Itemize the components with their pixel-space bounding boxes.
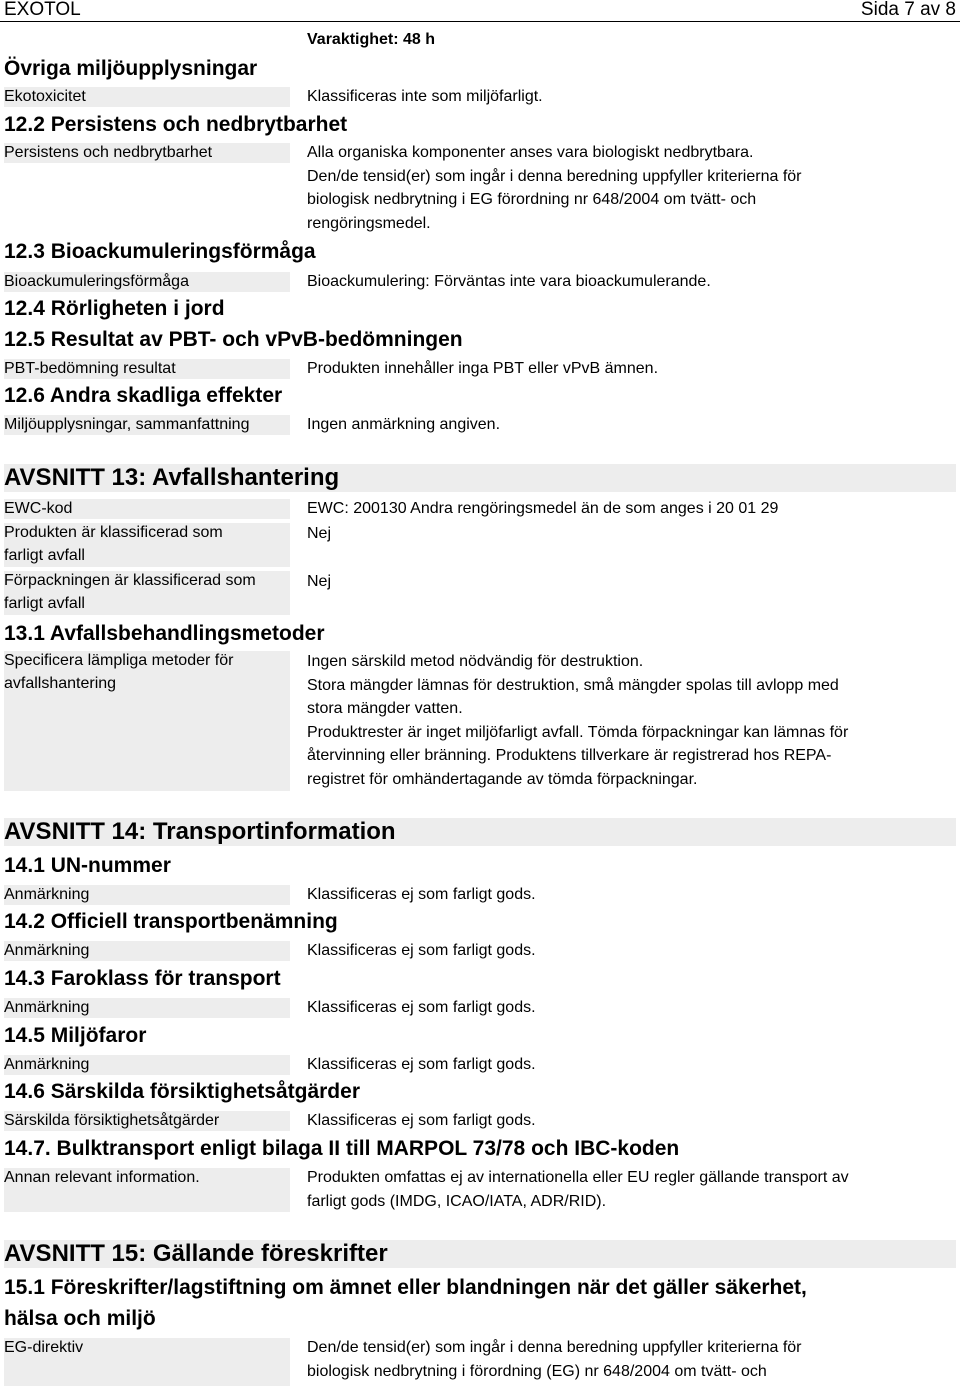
pbt-label: PBT-bedömning resultat [4, 359, 290, 379]
shipping-name-heading: 14.2 Officiell transportbenämning [4, 910, 338, 933]
ecotox-label: Ekotoxicitet [4, 87, 290, 107]
un-number-label: Anmärkning [4, 885, 290, 905]
special-precautions-value: Klassificeras ej som farligt gods. [307, 1112, 536, 1129]
env-hazards-label: Anmärkning [4, 1055, 290, 1075]
un-number-heading: 14.1 UN-nummer [4, 854, 171, 877]
bulk-transport-heading: 14.7. Bulktransport enligt bilaga II till MARPOL 73/78 och IBC-koden [4, 1137, 680, 1160]
section-15-heading: AVSNITT 15: Gällande föreskrifter [4, 1240, 956, 1268]
pbt-heading: 12.5 Resultat av PBT- och vPvB-bedömningen [4, 328, 463, 351]
product-hazwaste-label: Produkten är klassificerad som farligt avfall [4, 523, 290, 567]
eg-directive-label: EG-direktiv [4, 1338, 290, 1386]
section-13-heading: AVSNITT 13: Avfallshantering [4, 464, 956, 492]
hazard-class-heading: 14.3 Faroklass för transport [4, 967, 281, 990]
waste-methods-label: Specificera lämpliga metoder för avfallshantering [4, 651, 290, 791]
env-summary-label: Miljöupplysningar, sammanfattning [4, 415, 290, 435]
hazard-class-label: Anmärkning [4, 998, 290, 1018]
section-14-heading: AVSNITT 14: Transportinformation [4, 818, 956, 846]
header-divider [0, 21, 960, 22]
soil-mobility-heading: 12.4 Rörligheten i jord [4, 297, 225, 320]
duration-text: Varaktighet: 48 h [307, 31, 436, 48]
page-number: Sida 7 av 8 [860, 0, 956, 20]
special-precautions-label: Särskilda försiktighetsåtgärder [4, 1111, 290, 1131]
other-info-label: Annan relevant information. [4, 1168, 290, 1212]
package-hazwaste-label: Förpackningen är klassificerad som farligt avfall [4, 571, 290, 615]
other-effects-heading: 12.6 Andra skadliga effekter [4, 384, 283, 407]
bioaccumulation-heading: 12.3 Bioackumuleringsförmåga [4, 240, 316, 263]
waste-methods-heading: 13.1 Avfallsbehandlingsmetoder [4, 622, 325, 645]
un-number-value: Klassificeras ej som farligt gods. [307, 886, 536, 903]
regulations-heading-line2: hälsa och miljö [4, 1307, 156, 1330]
regulations-heading-line1: 15.1 Föreskrifter/lagstiftning om ämnet eller blandningen när det gäller säkerhet, [4, 1276, 807, 1299]
company-name: EXOTOL [4, 0, 81, 20]
persistence-heading: 12.2 Persistens och nedbrytbarhet [4, 113, 348, 136]
env-summary-value: Ingen anmärkning angiven. [307, 416, 501, 433]
persistence-label: Persistens och nedbrytbarhet [4, 143, 290, 163]
hazard-class-value: Klassificeras ej som farligt gods. [307, 999, 536, 1016]
ecotox-value: Klassificeras inte som miljöfarligt. [307, 88, 543, 105]
ewc-label: EWC-kod [4, 499, 290, 519]
env-hazards-heading: 14.5 Miljöfaror [4, 1024, 147, 1047]
special-precautions-heading: 14.6 Särskilda försiktighetsåtgärder [4, 1080, 360, 1103]
bioaccumulation-value: Bioackumulering: Förväntas inte vara bioackumulerande. [307, 273, 711, 290]
waste-methods-value: Ingen särskild metod nödvändig för destruktion. Stora mängder lämnas för destruktion, små mängder spolas till avlopp med stora mängder vatten. Produktrester är inget miljöfarligt avfall. Tömda förpackningar kan lämnas för återvinning eller bränning. Produktens tillverkare är registrerad hos REPA- registret för omhändertagande av tömda förpackningar. [307, 653, 849, 788]
ewc-value: EWC: 200130 Andra rengöringsmedel än de som anges i 20 01 29 [307, 500, 779, 517]
other-env-heading: Övriga miljöupplysningar [4, 57, 258, 80]
product-hazwaste-value: Nej [307, 525, 332, 542]
pbt-value: Produkten innehåller inga PBT eller vPvB ämnen. [307, 360, 659, 377]
env-hazards-value: Klassificeras ej som farligt gods. [307, 1056, 536, 1073]
eg-directive-value: Den/de tensid(er) som ingår i denna beredning uppfyller kriterierna för biologisk nedbrytning i förordning (EG) nr 648/2004 om tvätt- och [307, 1339, 802, 1380]
bioaccumulation-label: Bioackumuleringsförmåga [4, 272, 290, 292]
other-info-value: Produkten omfattas ej av internationella eller EU regler gällande transport av farligt gods (IMDG, ICAO/IATA, ADR/RID). [307, 1169, 849, 1210]
shipping-name-label: Anmärkning [4, 941, 290, 961]
shipping-name-value: Klassificeras ej som farligt gods. [307, 942, 536, 959]
package-hazwaste-value: Nej [307, 573, 332, 590]
persistence-value: Alla organiska komponenter anses vara biologiskt nedbrytbara. Den/de tensid(er) som ingår i denna beredning uppfyller kriterierna för biologisk nedbrytning i EG förordning nr 648/2004 om tvätt- och rengöringsmedel. [307, 144, 802, 232]
